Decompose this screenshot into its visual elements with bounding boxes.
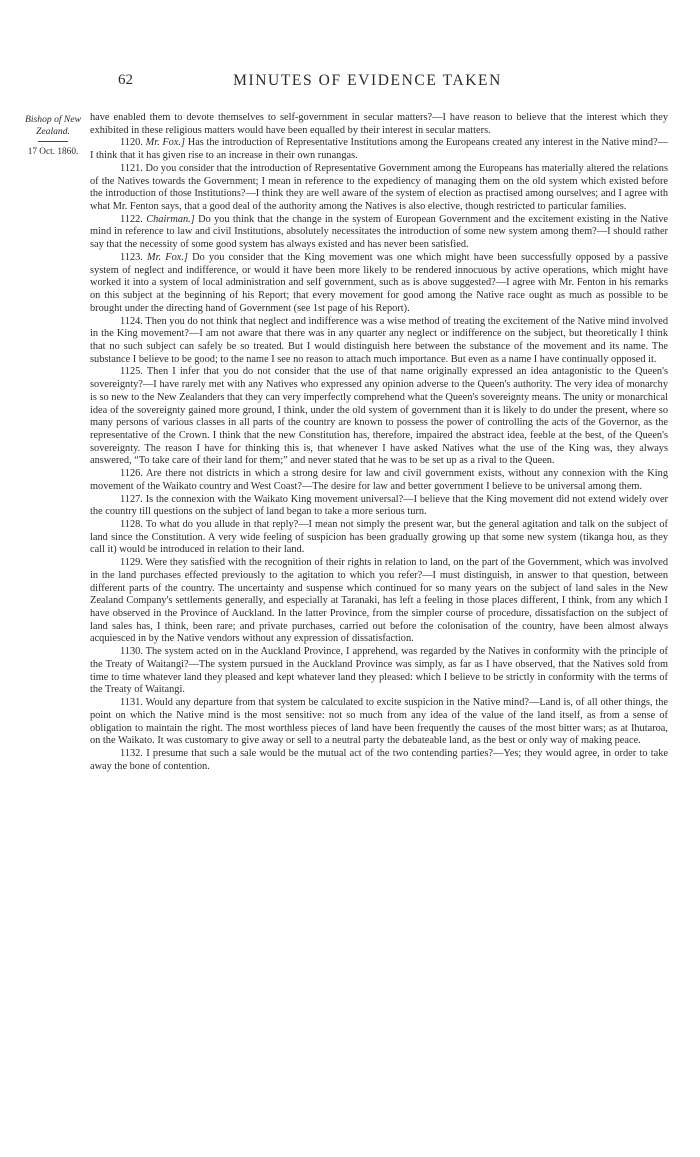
question-number: 1129. (120, 557, 143, 569)
paragraph-text: Would any departure from that system be calculated to excite suspicion in the Native mind?—Land is, of all other things, the point on which the Native mind is the most sensitive: not so much from any idea of the value of the land itself, as from a sense of obligation to maintain the right. The most worthless pieces of land have been frequently the causes of the most bitter wars; as at Ihutaroa, on the Waikato. It was customary to give away or sell to a neutral party the debateable land, as the best or only way of making peace. (90, 697, 668, 747)
evidence-body (90, 112, 668, 773)
paragraph (90, 137, 668, 162)
margin-date: 17 Oct. 1860. (27, 147, 79, 157)
paragraph (90, 112, 668, 137)
paragraph (90, 316, 668, 367)
paragraph (90, 468, 668, 493)
question-number: 1130. (120, 646, 143, 658)
question-number: 1126. (120, 468, 143, 480)
question-number: 1127. (120, 493, 143, 505)
speaker: Mr. Fox.] (145, 137, 186, 149)
paragraph-text: Has the introduction of Representative Institutions among the Europeans created any interest in the Native mind?—I think that it has given rise to an increase in their own runangas. (90, 137, 669, 162)
question-number: 1132. (120, 747, 143, 759)
question-number: 1120. (120, 137, 143, 149)
question-number: 1122. (120, 213, 143, 225)
running-header (60, 72, 675, 92)
page-title: MINUTES OF EVIDENCE TAKEN (233, 72, 502, 89)
question-number: 1131. (120, 697, 143, 709)
question-number: 1123. (120, 251, 143, 263)
paragraph (90, 252, 668, 316)
question-number: 1128. (120, 519, 143, 530)
question-number: 1124. (120, 315, 143, 327)
paragraph-text: have enabled them to devote themselves to self-government in secular matters?—I have reason to believe that the interest which they exhibited in these religious matters would have been equalled by their interest in secular matters. (90, 112, 668, 136)
margin-divider (38, 141, 68, 142)
paragraph (90, 748, 668, 773)
question-number: 1121. (120, 162, 143, 174)
paragraph-text: Are there not districts in which a strong desire for law and civil government exists, without any connexion with the King movement of the Waikato country and West Coast?—The desire for law and better government I believe to be universal among them. (90, 468, 668, 492)
paragraph (90, 557, 668, 646)
paragraph-text: Do you think that the change in the system of European Government and the excitement existing in the Native mind in reference to law and civil Institutions, absolutely necessitates the introduction of some new system among them?—I should rather say that the necessity of some good system has always existed and has never been satisfied. (90, 213, 668, 251)
margin-witness: Bishop of New Zealand. (25, 114, 81, 137)
paragraph (90, 519, 668, 557)
paragraph (90, 366, 668, 468)
paragraph-text: Do you consider that the King movement was one which might have been successfully opposed by a passive system of neglect and indifference, or would it have been more likely to be rendered innocuous by active operations, which might have worked it into a system of local administration and self government, such as is above suggested?—I agree with Mr. Fenton in his remarks on this subject at the beginning of his Report; that every movement for good among the Native race ought as much as possible to be brought under the directing hand of Government (see 1st page of his Report). (90, 251, 668, 314)
paragraph-text: Then I infer that you do not consider that the use of that name originally expressed an idea antagonistic to the Queen's sovereignty?—I have rarely met with any Natives who expressed any opinion adverse to the Queen's authority. The very idea of monarchy is so new to the New Zealanders that they can very imperfectly comprehend what the Queen's sovereignty means. The unity or monarchical idea of the sovereignty gained more ground, I think, under the old system of government than it is likely to do under the present, where so many persons of various classes in all parts of the country are known to possess the power of controlling the acts of the Governor, as the representative of the Crown. I think that the new Constitution has, therefore, impaired the abstract idea, feeble at the best, of the Queen's sovereignty. The reason I have for thinking this is, that whenever I have asked Natives what the use of the King was, they always answered, “To take care of their land for them;” and never stated that he was to be set up as a rival to the Queen. (90, 366, 668, 467)
page-number: 62 (118, 72, 133, 88)
paragraph (90, 646, 668, 697)
paragraph-text: Then you do not think that neglect and indifference was a wise method of treating the excitement of the Native mind involved in the King movement?—I am not aware that there was in any quarter any neglect or indifference on the subject, but theoretically I think that no such subject can safely be so treated. But I would distinguish here between the substance of the movement and its name. The substance I believe to be good; to the name I see no reason to attach much importance. But even as a name I have continually opposed it. (90, 315, 669, 365)
paragraph-text: Is the connexion with the Waikato King movement universal?—I believe that the King movement did not extend widely over the country till questions on the subject of land began to take a more serious turn. (90, 493, 668, 518)
paragraph-text: Were they satisfied with the recognition of their rights in relation to land, on the part of the Government, which was involved in the land purchases effected previously to the agitation to which you refer?—I must distinguish, in answer to that question, between different parts of the country. The uncertainty and suspense which continued for so many years on the subject of land sales in the New Zealand Company's settlements generally, and especially at Taranaki, has left a feeling in those places different, I think, from any which I have observed in the Province of Auckland. In the latter Province, from the simpler course of procedure, dissatisfaction on the subject of land sales has, I think, been rare; and private purchases, carried out before the colonisation of the country, have been almost always acquiesced in by the Native vendors without any expression of dissatisfaction. (90, 557, 668, 645)
paragraph (90, 163, 668, 214)
margin-note (16, 114, 90, 158)
paragraph-text: The system acted on in the Auckland Province, I apprehend, was regarded by the Natives in conformity with the principle of the Treaty of Waitangi?—The system pursued in the Auckland Province was simply, as far as I have observed, that the Natives sold from time to time whatever land they pleased and kept whatever land they pleased: which I believe to be strictly in conformity with the terms of the Treaty of Waitangi. (90, 646, 668, 696)
question-number: 1125. (120, 366, 143, 378)
speaker: Mr. Fox.] (147, 251, 188, 263)
paragraph (90, 697, 668, 748)
paragraph-text: Do you consider that the introduction of Representative Government among the Europeans has materially altered the relations of the Natives towards the Government; I mean in reference to the expediency of managing them on the old system which existed before the introduction of those Institutions?—I think they are well aware of the system of election as practised among ourselves; and I agree with what Mr. Fenton says, that a good deal of the authority among the Natives is also elective, though restricted to particular families. (90, 162, 668, 213)
paragraph (90, 214, 668, 252)
speaker: Chairman.] (146, 213, 195, 225)
paragraph (90, 494, 668, 519)
paragraph-text: To what do you allude in that reply?—I mean not simply the present war, but the general agitation and talk on the subject of land since the Constitution. A very wide feeling of suspicion has been gradually growing up that some new system (tikanga hou, as they call it) would be introduced in relation to their land. (90, 519, 668, 556)
paragraph-text: I presume that such a sale would be the mutual act of the two contending parties?—Yes; they would agree, in order to take away the bone of contention. (90, 747, 669, 772)
